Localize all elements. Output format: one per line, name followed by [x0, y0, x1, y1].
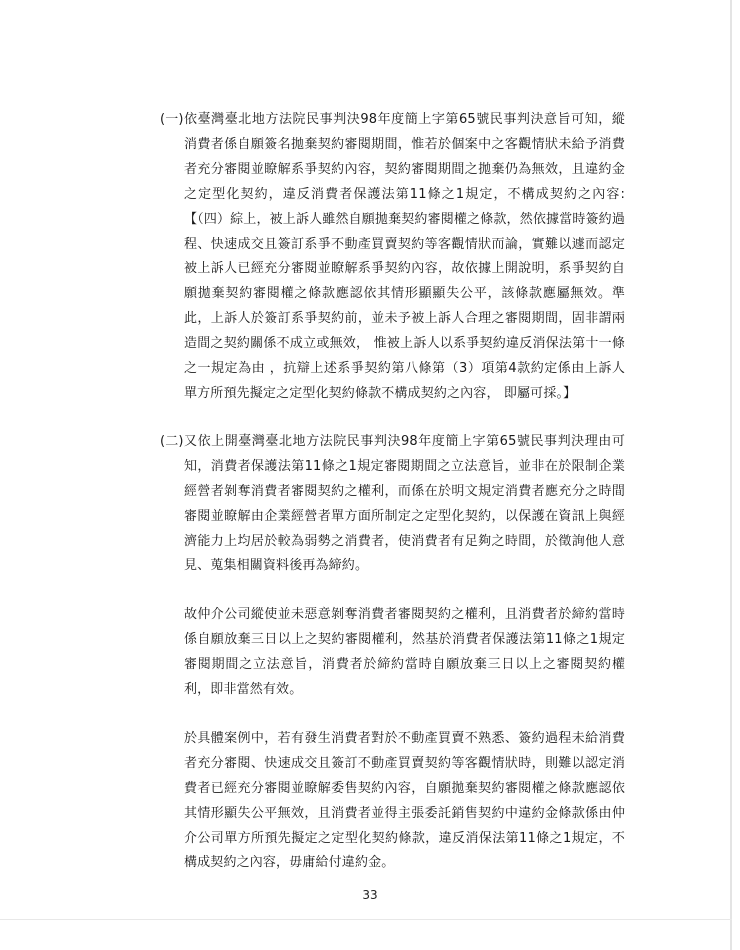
- page-number: 33: [362, 888, 378, 902]
- paragraph-2-text: 又依上開臺灣臺北地方法院民事判決98年度簡上字第65號民事判決理由可知，消費者保護法第11條之1規定審閱期間之立法意旨，並非在於限制企業經營者剝奪消費者審閱契約之權利，而係在於明文規定消費者應充分之時間審閱並瞭解由企業經營者單方面所制定之定型化契約，以保護在資訊上與經濟能力上均居於較為弱勢之消費者，使消費者有足夠之時間，於徵詢他人意見、蒐集相關資料後再為締約。: [184, 433, 625, 574]
- page-edge-right: [730, 0, 732, 950]
- paragraph-1: [160, 108, 625, 407]
- page-body: [160, 108, 625, 876]
- paragraph-2: [160, 430, 625, 579]
- paragraph-3: 故仲介公司縱使並未惡意剝奪消費者審閱契約之權利，且消費者於締約當時係自願放棄三日以上之契約審閱權利，然基於消費者保護法第11條之1規定審閱期間之立法意旨，消費者於締約當時自願放棄三日以上之審閱契約權利，即非當然有效。: [184, 607, 625, 698]
- paragraph-4: 於具體案例中，若有發生消費者對於不動產買賣不熟悉、簽約過程未給消費者充分審閱、快速成交且簽訂不動產買賣契約等客觀情狀時，則難以認定消費者已經充分審閱並瞭解委售契約內容，自願拋棄契約審閱權之條款應認依其情形顯失公平無效，且消費者並得主張委託銷售契約中違約金條款係由仲介公司單方所預先擬定之定型化契約條款，違反消保法第11條之1規定，不構成契約之內容，毋庸給付違約金。: [184, 730, 625, 871]
- page-edge-bottom: [0, 919, 732, 920]
- paragraph-1-text: 依臺灣臺北地方法院民事判決98年度簡上字第65號民事判決意旨可知，縱消費者係自願簽名拋棄契約審閱期間，惟若於個案中之客觀情狀未給予消費者充分審閱並瞭解系爭契約內容，契約審閱期間之拋棄仍為無效，且違約金之定型化契約，違反消費者保護法第11條之1規定，不構成契約之內容:【（四）綜上，被上訴人雖然自願拋棄契約審閱權之條款，然依據當時簽約過程、快速成交且簽訂系爭不動產買賣契約等客觀情狀而論，實難以遽而認定被上訴人已經充分審閱並瞭解系爭契約內容，故依據上開說明，系爭契約自願拋棄契約審閱權之條款應認依其情形顯顯失公平，該條款應屬無效。準此，上訴人於簽訂系爭契約前，並未予被上訴人合理之審閱期間，固非謂兩造間之契約關係不成立或無效， 惟被上訴人以系爭契約違反消保法第十一條之一規定為由 ，抗辯上述系爭契約第八條第（3）項第4款約定係由上訴人單方所預先擬定之定型化契約條款不構成契約之內容， 即屬可採。】: [184, 112, 625, 401]
- paragraph-2-number: (二): [160, 433, 184, 449]
- paragraph-1-number: (一): [160, 112, 184, 127]
